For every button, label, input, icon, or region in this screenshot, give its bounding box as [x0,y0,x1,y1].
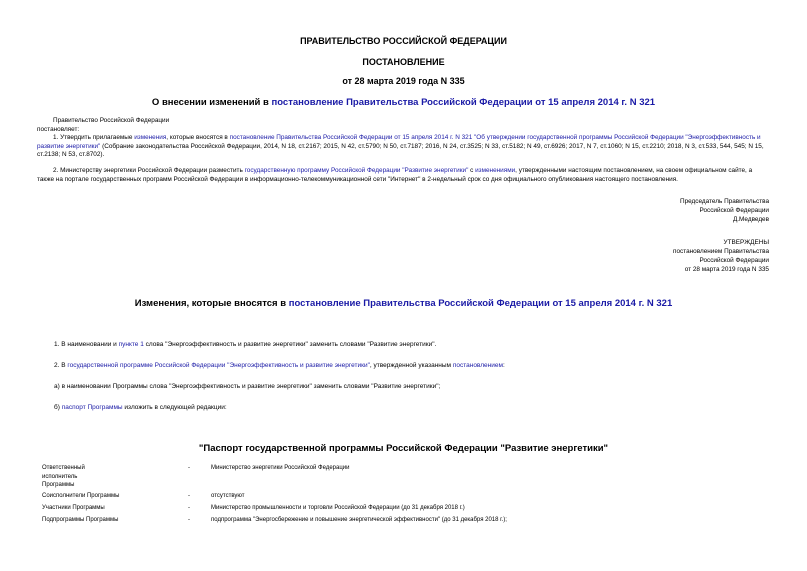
signature-name: Д.Медведев [732,216,769,223]
intro-line2: постановляет: [37,125,80,133]
p1-link-decree[interactable]: постановление Правительства Российской Федерации от 15 апреля 2014 г. N 321 "Об утверждении государственной программы Российской Федерации "Энергоэффективность и развитие энергетики" [37,134,761,150]
passport-row-dash: - [188,517,190,523]
intro-line1: Правительство Российской Федерации [53,117,170,124]
passport-row-value: подпрограмма "Энергосбережение и повышение энергетической эффективности" (до 31 декабря 2018 г.); [211,517,507,523]
intro [37,117,770,134]
approved-block [673,238,769,274]
p2-text: с [468,167,476,174]
itemb-text: изложить в следующей редакции: [122,404,227,411]
p2-text: , утвержденными настоящим постановлением, на своем официальном сайте, а также на портале государственных программ Российской Федерации в информационно-телекоммуникационной сети "Интернет" в 2-недельный срок со дня официального опубликования настоящего постановления. [37,167,753,183]
document-type: ПОСТАНОВЛЕНИЕ [362,57,445,67]
signature-line: Председатель Правительства [680,198,769,205]
paragraph-2 [37,167,770,184]
p1-text: , которые вносятся в [166,134,230,141]
item1-text: 1. В наименовании и [54,341,119,348]
passport-row-dash: - [188,505,190,511]
passport-row-value: отсутствуют [211,493,245,499]
item2-text: , утвержденной указанным [369,362,453,369]
passport-row-dash: - [188,493,190,499]
approved-line: постановлением Правительства [673,248,769,255]
paragraph-1 [37,134,770,160]
changes-title-link[interactable]: постановление Правительства Российской Федерации от 15 апреля 2014 г. N 321 [288,298,673,309]
passport-title: "Паспорт государственной программы Российской Федерации "Развитие энергетики" [198,443,609,454]
passport-row-value: Министерство промышленности и торговли Российской Федерации (до 31 декабря 2018 г.) [211,505,465,511]
item2-text: 2. В [54,362,68,369]
p2-link-changes[interactable]: изменениями [475,167,516,174]
changes-title [0,298,807,309]
passport-row-label: Подпрограммы Программы [42,517,119,523]
item-a: а) в наименовании Программы слова "Энергоэффективность и развитие энергетики" заменить словами "Развитие энергетики"; [54,383,441,390]
approved-line: от 28 марта 2019 года N 335 [684,266,769,273]
passport-row-dash: - [188,465,190,471]
title-prefix: О внесении изменений в [151,97,272,108]
p2-link-program[interactable]: государственную программу Российской Федерации "Развитие энергетики" [244,167,469,174]
p1-text: (Собрание законодательства Российской Федерации, 2014, N 18, ст.2167; 2015, N 42, ст.5790; N 50, ст.7187; 2016, N 24, ст.3525; N 33, ст.5182; N 49, ст.6926; 2017, N 7, ст.1060; N 15, ст.2210; 2018, N 3, ст.533, 544, 545; N 15, ст.2138; N 53, ст.8702). [37,142,764,159]
passport-row-label: Участники Программы [42,505,105,511]
passport-row-value: Министерство энергетики Российской Федерации [211,465,350,471]
item1-link[interactable]: пункте 1 [118,341,144,348]
item2-link-program[interactable]: государственной программе Российской Федерации "Энергоэффективность и развитие энергетики" [67,362,370,369]
changes-title-prefix: Изменения, которые вносятся в [134,298,289,309]
item-1 [54,341,436,348]
item2-link-decree[interactable]: постановлением [452,362,503,369]
signature-line: Российской Федерации [699,207,769,214]
itemb-link-passport[interactable]: паспорт Программы [61,404,123,411]
itemb-text: б) [54,404,62,411]
p1-link-changes[interactable]: изменения [134,134,167,141]
approved-line: УТВЕРЖДЕНЫ [723,239,769,246]
p2-text: 2. Министерству энергетики Российской Федерации разместить [53,167,245,174]
p1-text: 1. Утвердить прилагаемые [53,134,135,141]
document-date: от 28 марта 2019 года N 335 [342,76,465,86]
document-title [0,97,807,108]
item-b [54,404,227,411]
document-org: ПРАВИТЕЛЬСТВО РОССИЙСКОЙ ФЕДЕРАЦИИ [300,36,507,46]
title-link[interactable]: постановление Правительства Российской Федерации от 15 апреля 2014 г. N 321 [271,97,656,108]
approved-line: Российской Федерации [699,257,769,264]
passport-row-label: Соисполнители Программы [42,493,120,499]
passport-row-label: Ответственный исполнитель Программы [42,465,85,489]
signature-block [680,197,769,224]
item1-text: слова "Энергоэффективность и развитие энергетики" заменить словами "Развитие энергетики". [143,341,437,348]
item-2 [54,362,505,369]
item2-text: : [502,362,505,369]
